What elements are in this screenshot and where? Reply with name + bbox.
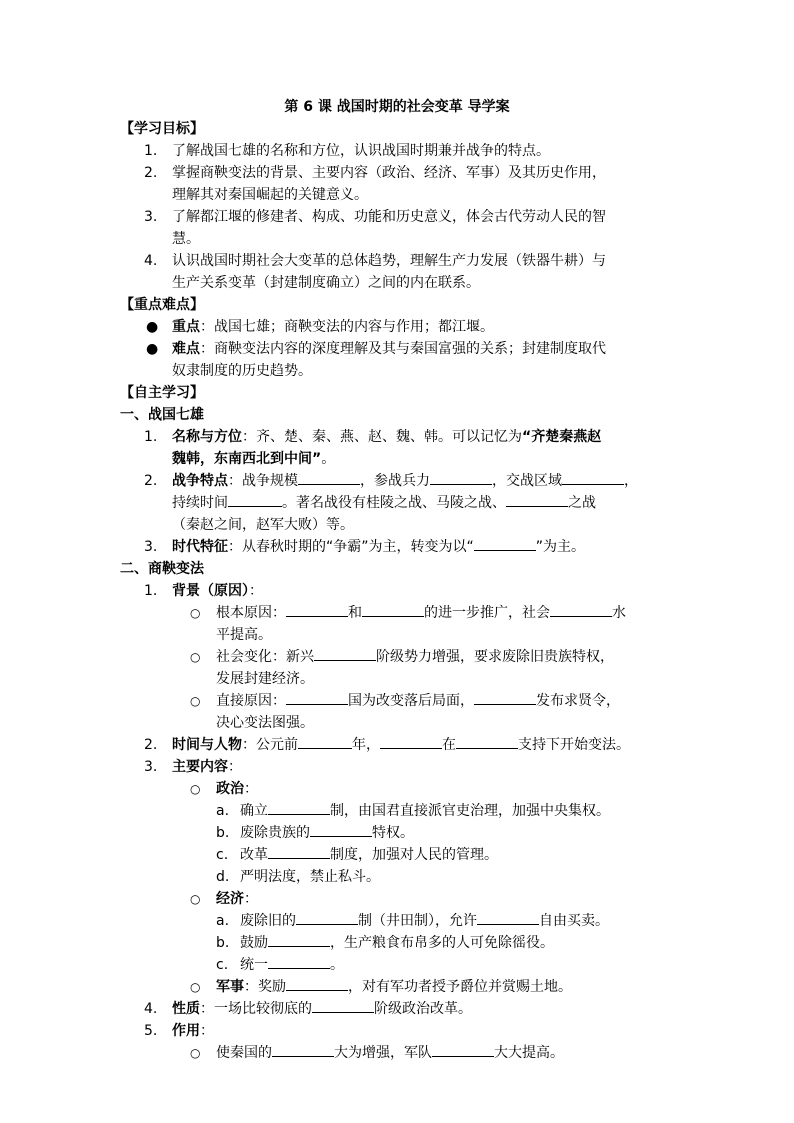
- fill-blank[interactable]: [298, 470, 360, 485]
- list-item: 4. 认识战国时期社会大变革的总体趋势，理解生产力发展（铁器牛耕）与 生产关系变革（封建制度确立）之间的内在联系。: [144, 253, 606, 291]
- fill-blank[interactable]: [268, 932, 330, 947]
- fill-blank[interactable]: [286, 690, 348, 705]
- list-item: b. 鼓励 ，生产粮食布帛多的人可免除徭役。: [120, 932, 700, 954]
- list-item: 5. 作用：: [144, 1023, 214, 1039]
- list-item: ○ 军事：奖励 ，对有军功者授予爵位并赏赐土地。: [120, 976, 700, 998]
- fill-blank[interactable]: [268, 800, 330, 815]
- part-heading-seven-states: 一、战国七雄: [120, 407, 204, 423]
- list-item: 1. 名称与方位：齐、楚、秦、燕、赵、魏、韩。可以记忆为“齐楚秦燕赵 魏韩，东南西北到中间”。: [144, 429, 602, 467]
- fill-blank[interactable]: [314, 646, 376, 661]
- fill-blank[interactable]: [430, 470, 492, 485]
- goals-list: [120, 140, 700, 294]
- fill-blank[interactable]: [268, 844, 330, 859]
- fill-blank[interactable]: [268, 954, 330, 969]
- list-item: 2. 掌握商鞅变法的背景、主要内容（政治、经济、军事）及其历史作用， 理解其对秦国崛起的关键意义。: [144, 165, 606, 203]
- list-item: ○ 使秦国的 大为增强，军队 大大提高。: [120, 1042, 700, 1064]
- list-item: 4. 性质：一场比较彻底的 阶级政治改革。: [120, 998, 700, 1020]
- key-list: [120, 316, 700, 382]
- fill-blank[interactable]: [310, 822, 372, 837]
- bullet-icon: ●: [146, 319, 159, 335]
- list-item: c. 统一 。: [120, 954, 700, 976]
- list-item: b. 废除贵族的 特权。: [120, 822, 700, 844]
- economy-block: [120, 888, 700, 910]
- section-heading-self: 【自主学习】: [120, 385, 204, 401]
- politics-list: [120, 800, 700, 888]
- fill-blank[interactable]: [286, 976, 348, 991]
- background-list: [120, 602, 700, 734]
- circle-bullet-icon: ○: [190, 650, 201, 664]
- fill-blank[interactable]: [272, 1042, 334, 1057]
- fill-blank[interactable]: [362, 602, 424, 617]
- fill-blank[interactable]: [298, 734, 352, 749]
- bullet-icon: ●: [146, 341, 159, 357]
- effect-list: [120, 1042, 700, 1064]
- circle-bullet-icon: ○: [190, 892, 201, 906]
- fill-blank[interactable]: [456, 734, 518, 749]
- circle-bullet-icon: ○: [190, 782, 201, 796]
- list-item: ○ 根本原因： 和 的进一步推广，社会 水 平提高。: [120, 602, 700, 646]
- fill-blank[interactable]: [474, 536, 536, 551]
- fill-blank[interactable]: [506, 492, 568, 507]
- circle-bullet-icon: ○: [190, 694, 201, 708]
- circle-bullet-icon: ○: [190, 606, 201, 620]
- circle-bullet-icon: ○: [190, 1046, 201, 1060]
- fill-blank[interactable]: [228, 492, 282, 507]
- list-item: 3. 主要内容：: [144, 759, 242, 775]
- fill-blank[interactable]: [312, 998, 374, 1013]
- list-item: 1. 了解战国七雄的名称和方位，认识战国时期兼并战争的特点。: [144, 143, 550, 159]
- fill-blank[interactable]: [474, 690, 536, 705]
- list-item: ○ 直接原因： 国为改变落后局面， 发布求贤令， 决心变法图强。: [120, 690, 700, 734]
- shang-yang-list: [120, 580, 700, 602]
- list-item: a. 确立 制，由国君直接派官吏治理，加强中央集权。: [120, 800, 700, 822]
- section-heading-key: 【重点难点】: [120, 297, 204, 313]
- list-item: ○ 政治：: [120, 778, 700, 800]
- fill-blank[interactable]: [562, 470, 624, 485]
- circle-bullet-icon: ○: [190, 980, 201, 994]
- shang-yang-list-3: [120, 998, 700, 1042]
- part-heading-shang-yang: 二、商鞅变法: [120, 561, 204, 577]
- list-item: ○ 经济：: [120, 888, 700, 910]
- fill-blank[interactable]: [477, 910, 539, 925]
- economy-list: [120, 910, 700, 976]
- list-item: 2. 战争特点：战争规模 ，参战兵力 ，交战区域 ， 持续时间 。著名战役有桂陵之战、马陵之战、 之战 （秦赵之间，赵军大败）等。: [120, 470, 700, 536]
- list-item: ● 重点：战国七雄；商鞅变法的内容与作用；都江堰。: [120, 316, 700, 338]
- document-content: [120, 118, 700, 1064]
- seven-states-list: [120, 426, 700, 558]
- list-item: 3. 时代特征：从春秋时期的“争霸”为主，转变为以“ ”为主。: [120, 536, 700, 558]
- list-item: ● 难点：商鞅变法内容的深度理解及其与秦国富强的关系；封建制度取代 奴隶制度的历史趋势。: [120, 338, 700, 382]
- list-item: a. 废除旧的 制（井田制），允许 自由买卖。: [120, 910, 700, 932]
- list-item: c. 改革 制度，加强对人民的管理。: [120, 844, 700, 866]
- fill-blank[interactable]: [286, 602, 348, 617]
- list-item: ○ 社会变化：新兴 阶级势力增强，要求废除旧贵族特权， 发展封建经济。: [120, 646, 700, 690]
- list-item: 2. 时间与人物：公元前 年， 在 支持下开始变法。: [120, 734, 700, 756]
- shang-yang-list-2: [120, 734, 700, 778]
- list-item: 3. 了解都江堰的修建者、构成、功能和历史意义，体会古代劳动人民的智 慧。: [144, 209, 606, 247]
- military-block: [120, 976, 700, 998]
- section-heading-goals: 【学习目标】: [120, 121, 204, 137]
- fill-blank[interactable]: [380, 734, 442, 749]
- politics-block: [120, 778, 700, 800]
- fill-blank[interactable]: [550, 602, 612, 617]
- fill-blank[interactable]: [432, 1042, 494, 1057]
- list-item: d. 严明法度，禁止私斗。: [216, 869, 380, 885]
- list-item: 1. 背景（原因）：: [144, 583, 263, 599]
- page-title: 第 6 课 战国时期的社会变革 导学案: [284, 99, 510, 115]
- fill-blank[interactable]: [296, 910, 358, 925]
